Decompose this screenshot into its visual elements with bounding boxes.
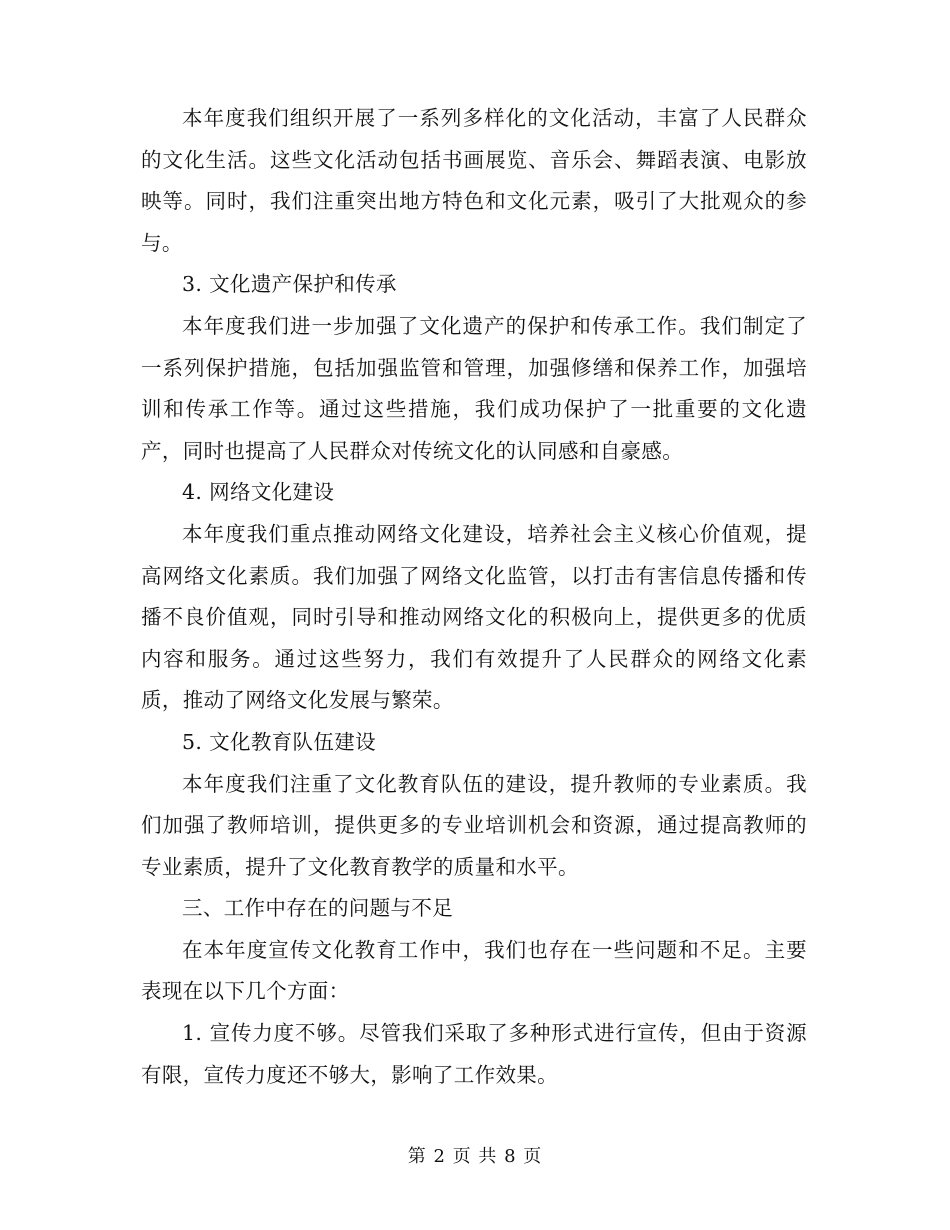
paragraph-problems-intro: 在本年度宣传文化教育工作中，我们也存在一些问题和不足。主要表现在以下几个方面： [141,937,807,1004]
section-heading-problems: 三、工作中存在的问题与不足 [182,896,454,921]
page-number-footer: 第 2 页 共 8 页 [407,1146,543,1167]
paragraph-teaching-staff: 本年度我们注重了文化教育队伍的建设，提升教师的专业素质。我们加强了教师培训，提供更多的专业培训机会和资源，通过提高教师的专业素质，提升了文化教育教学的质量和水平。 [141,771,807,879]
section-heading-teaching-staff: 5. 文化教育队伍建设 [182,729,376,754]
paragraph-cultural-activities: 本年度我们组织开展了一系列多样化的文化活动，丰富了人民群众的文化生活。这些文化活动包括书画展览、音乐会、舞蹈表演、电影放映等。同时，我们注重突出地方特色和文化元素，吸引了大批观众的参与。 [141,106,807,255]
section-heading-heritage: 3. 文化遗产保护和传承 [182,272,397,297]
paragraph-network-culture: 本年度我们重点推动网络文化建设，培养社会主义核心价值观，提高网络文化素质。我们加强了网络文化监管，以打击有害信息传播和传播不良价值观，同时引导和推动网络文化的积极向上，提供更多的优质内容和服务。通过这些努力，我们有效提升了人民群众的网络文化素质，推动了网络文化发展与繁荣。 [141,521,807,713]
document-body [141,98,807,1096]
paragraph-heritage: 本年度我们进一步加强了文化遗产的保护和传承工作。我们制定了一系列保护措施，包括加强监管和管理，加强修缮和保养工作，加强培训和传承工作等。通过这些措施，我们成功保护了一批重要的文化遗产，同时也提高了人民群众对传统文化的认同感和自豪感。 [141,313,807,463]
paragraph-problem-1: 1. 宣传力度不够。尽管我们采取了多种形式进行宣传，但由于资源有限，宣传力度还不够大，影响了工作效果。 [141,1021,807,1087]
section-heading-network-culture: 4. 网络文化建设 [182,480,335,505]
